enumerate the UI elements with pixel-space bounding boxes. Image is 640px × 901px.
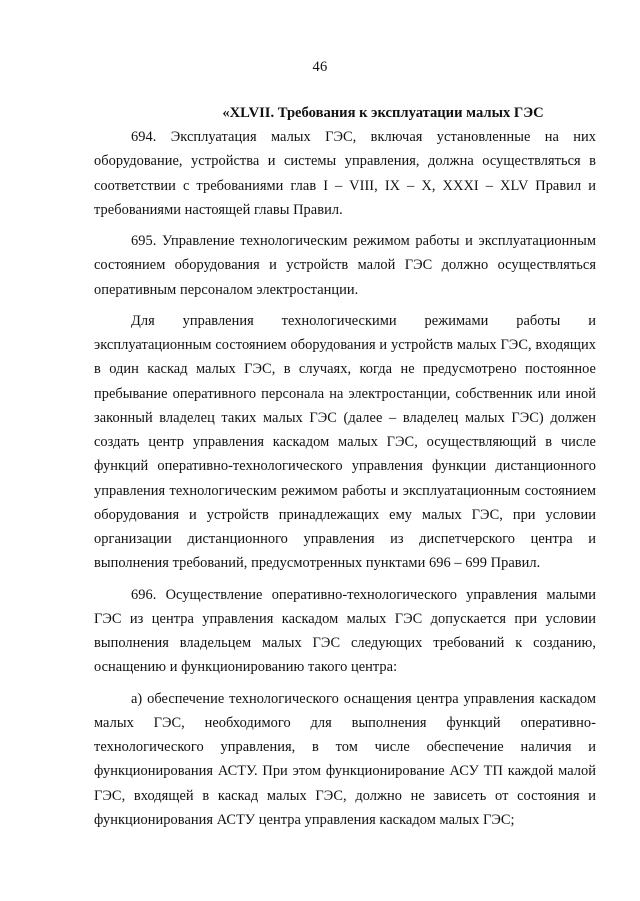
paragraph-696: 696. Осуществление оперативно-технологического управления малыми ГЭС из центра управления каскадом малых ГЭС допускается при условии выполнения владельцем малых ГЭС следующих требований к созданию, оснащению и функционированию такого центра: bbox=[94, 586, 596, 676]
paragraph-694: 694. Эксплуатация малых ГЭС, включая установленные на них оборудование, устройства и системы управления, должна осуществляться в соответствии с требованиями глав I – VIII, IX – X, XXXI – XLV Правил и требованиями настоящей главы Правил. bbox=[94, 129, 596, 218]
page-number: 46 bbox=[312, 59, 328, 75]
document-body bbox=[94, 104, 596, 832]
paragraph-695: 695. Управление технологическим режимом работы и эксплуатационным состоянием оборудования и устройств малой ГЭС должно осуществляться оперативным персоналом электростанции. bbox=[94, 233, 596, 298]
paragraph-696-item-a: а) обеспечение технологического оснащения центра управления каскадом малых ГЭС, необходимого для выполнения функций оперативно-технологического управления, в том числе обеспечение наличия и функционирования АСТУ. При этом функционирование АСУ ТП каждой малой ГЭС, входящей в каскад малых ГЭС, должно не зависеть от состояния и функционирования АСТУ центра управления каскадом малых ГЭС; bbox=[94, 690, 596, 828]
paragraph-695-continuation: Для управления технологическими режимами работы и эксплуатационным состоянием оборудования и устройств малых ГЭС, входящих в один каскад малых ГЭС, в случаях, когда не предусмотрено постоянное пребывание оперативного персонала на электростанции, собственник или иной законный владелец таких малых ГЭС (далее – владелец малых ГЭС) должен создать центр управления каскадом малых ГЭС, осуществляющий в числе функций оперативно-технологического управления функции дистанционного управления технологическим режимом работы и эксплуатационным состоянием оборудования и устройств принадлежащих ему малых ГЭС, при условии организации дистанционного управления из диспетчерского центра и выполнения требований, предусмотренных пунктами 696 – 699 Правил. bbox=[94, 312, 596, 572]
chapter-heading: «XLVII. Требования к эксплуатации малых ГЭС bbox=[222, 105, 544, 121]
